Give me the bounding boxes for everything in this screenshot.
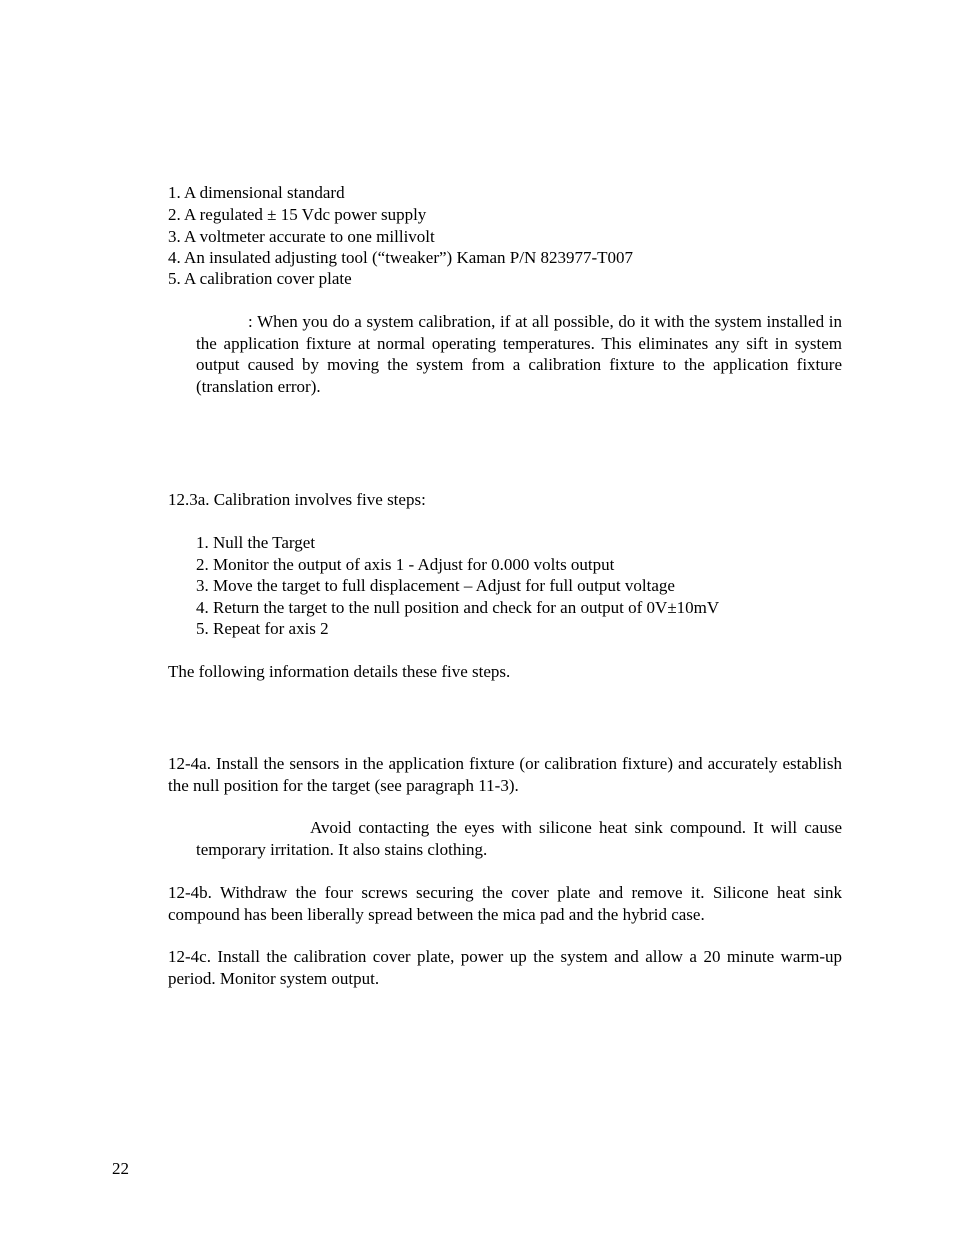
step-item: 3. Move the target to full displacement – Adjust for full output voltage [196,576,675,595]
paragraph-12-4b: 12-4b. Withdraw the four screws securing the cover plate and remove it. Silicone heat sink compound has been liberally spread between the mica pad and the hybrid case. [168,883,842,924]
equipment-item: 3. A voltmeter accurate to one millivolt [168,227,435,246]
equipment-item: 2. A regulated ± 15 Vdc power supply [168,205,427,224]
equipment-item: 5. A calibration cover plate [168,269,352,288]
equipment-item: 1. A dimensional standard [168,183,345,202]
step-item: 4. Return the target to the null position and check for an output of 0V±10mV [196,598,720,617]
step-item: 2. Monitor the output of axis 1 - Adjust for 0.000 volts output [196,555,615,574]
caution-paragraph: Avoid contacting the eyes with silicone heat sink compound. It will cause temporary irritation. It also stains clothing. [196,818,842,859]
paragraph-12-4a: 12-4a. Install the sensors in the application fixture (or calibration fixture) and accurately establish the null position for the target (see paragraph 11-3). [168,754,842,795]
paragraph-12-4c: 12-4c. Install the calibration cover plate, power up the system and allow a 20 minute warm-up period. Monitor system output. [168,947,842,988]
step-item: 5. Repeat for axis 2 [196,619,329,638]
paragraph-12-3a: 12.3a. Calibration involves five steps: [168,490,426,509]
following-info: The following information details these five steps. [168,662,511,681]
note-paragraph: : When you do a system calibration, if at all possible, do it with the system installed in the application fixture at normal operating temperatures. This eliminates any sift in system output caused by moving the system from a calibration fixture to the application fixture (translation error). [196,312,842,396]
page-number: 22 [112,1159,129,1178]
equipment-item: 4. An insulated adjusting tool (“tweaker”) Kaman P/N 823977-T007 [168,248,634,267]
step-item: 1. Null the Target [196,533,316,552]
